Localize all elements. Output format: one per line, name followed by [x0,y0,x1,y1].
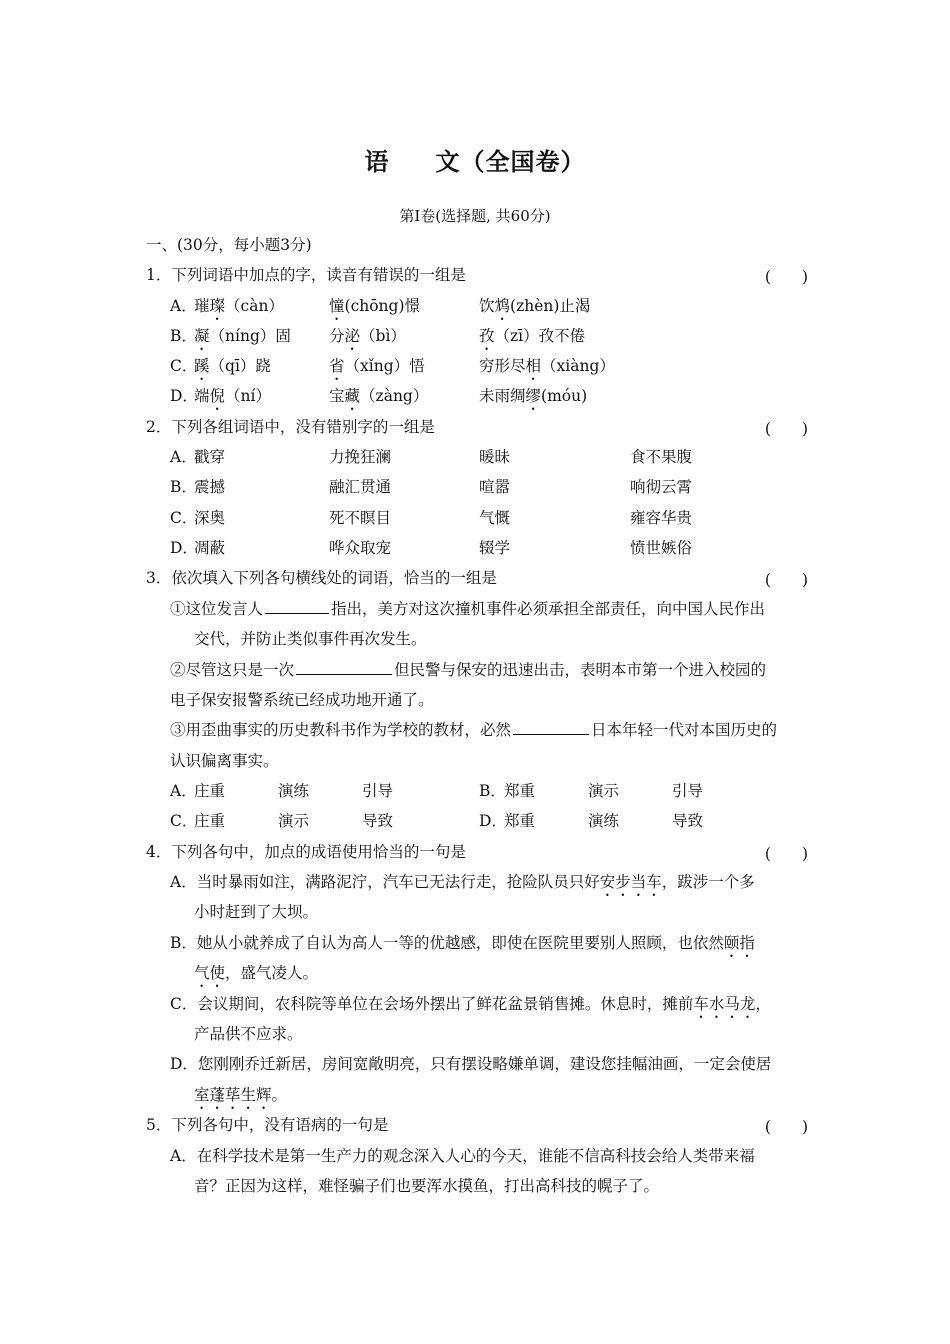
q3-sentence1: ①这位发言人 指出，美方对这次撞机事件必须承担全部责任，向中国人民作出 [170,600,766,618]
q4-option-a-cont: 小时赶到了大坝。 [194,903,319,921]
q1-d-word2: 宝藏（zàng） [329,387,429,405]
q5-answer-paren: ( ) [764,1118,808,1136]
q5-option-a: A．在科学技术是第一生产力的观念深入人心的今天，谁能不信高科技会给人类带来福 [170,1147,755,1165]
q3-sentence2: ②尽管这只是一次 但民警与保安的迅速出击，表明本市第一个进入校园的 [170,661,767,679]
paper-subtitle: 第Ⅰ卷(选择题, 共60分) [399,207,551,225]
q2-c-w4: 雍容华贵 [630,509,693,527]
q5-option-a-cont: 音？正因为这样，难怪骗子们也要浑水摸鱼，打出高科技的幌子了。 [194,1177,660,1195]
q2-c-label: C． [170,509,198,527]
q4-option-b-cont: 气使，盛气凌人。 [194,964,319,982]
title-rest: 文（全国卷） [435,148,586,176]
q1-stem: 1．下列词语中加点的字，读音有错误的一组是 [146,266,466,284]
title-subject: 语 [364,148,390,176]
q3-sentence3: ③用歪曲事实的历史教科书作为学校的教材，必然 日本年轻一代对本国历史的 [170,721,778,739]
q1-d-label: D． [170,387,198,405]
q2-stem: 2．下列各组词语中，没有错别字的一组是 [146,418,435,436]
q1-b-word2: 分泌（bì） [329,327,406,345]
q3-b-w1: 郑重 [504,782,536,800]
q4-option-c: C．会议期间，农科院等单位在会场外摆出了鲜花盆景销售摊。休息时，摊前车水马龙， [170,995,771,1013]
q3-c-label: C． [170,812,198,830]
q1-a-word2: 憧(chōng)憬 [329,297,421,315]
q1-c-word1: 蹊（qī）跷 [194,357,271,375]
q2-d-label: D． [170,539,198,557]
q2-a-w2: 力挽狂澜 [329,448,392,466]
q2-b-label: B． [170,478,197,496]
q2-c-w3: 气慨 [479,509,511,527]
q2-b-w4: 响彻云霄 [630,478,693,496]
q4-answer-paren: ( ) [764,845,808,863]
q2-d-w4: 愤世嫉俗 [630,539,693,557]
q4-option-c-cont: 产品供不应求。 [194,1025,303,1043]
section-heading: 一、(30分，每小题3分) [146,236,312,254]
q1-answer-paren: ( ) [764,268,808,286]
q5-stem: 5．下列各句中，没有语病的一句是 [146,1116,389,1134]
q2-b-w1: 震撼 [194,478,226,496]
q2-a-w4: 食不果腹 [630,448,693,466]
q3-a-w1: 庄重 [194,782,226,800]
q3-d-w3: 导致 [672,812,704,830]
q1-d-word3: 未雨绸缪(móu) [479,387,588,405]
q2-answer-paren: ( ) [764,420,808,438]
q3-c-w3: 导致 [362,812,394,830]
q3-a-label: A． [170,782,197,800]
q2-a-w1: 戳穿 [194,448,226,466]
q3-sentence2-cont: 电子保安报警系统已经成功地开通了。 [170,691,434,709]
q2-d-w2: 哗众取宠 [329,539,392,557]
q3-d-w1: 郑重 [504,812,536,830]
q4-option-a: A．当时暴雨如注，满路泥泞，汽车已无法行走，抢险队员只好安步当车，跋涉一个多 [170,873,755,891]
q3-b-w3: 引导 [672,782,704,800]
q3-c-w2: 演示 [278,812,310,830]
q2-b-w2: 融汇贯通 [329,478,392,496]
q2-a-w3: 暖昧 [479,448,511,466]
q3-answer-paren: ( ) [764,571,808,589]
q3-blank2 [296,660,392,675]
q3-stem: 3．依次填入下列各句横线处的词语，恰当的一组是 [146,569,497,587]
q1-c-word2: 省（xǐng）悟 [329,357,425,375]
q4-option-d-cont: 室蓬荜生辉。 [194,1086,288,1104]
q1-b-word3: 孜（zī）孜不倦 [479,327,586,345]
q3-blank3 [513,720,589,735]
q3-c-w1: 庄重 [194,812,226,830]
q3-blank1 [265,599,329,614]
q3-b-label: B． [479,782,506,800]
q3-b-w2: 演示 [588,782,620,800]
q1-b-word1: 凝（níng）固 [194,327,291,345]
q3-sentence1-cont: 交代，并防止类似事件再次发生。 [194,630,427,648]
q2-d-w1: 凋蔽 [194,539,226,557]
q3-a-w2: 演练 [278,782,310,800]
exam-title [0,142,950,177]
q3-sentence3-cont: 认识偏离事实。 [170,752,279,770]
q4-option-b: B．她从小就养成了自认为高人一等的优越感，即使在医院里要别人照顾，也依然颐指 [170,934,755,952]
q2-d-w3: 辍学 [479,539,511,557]
q1-c-label: C． [170,357,198,375]
q3-d-label: D． [479,812,507,830]
q1-d-word1: 端倪（ní） [194,387,271,405]
q2-a-label: A． [170,448,197,466]
q2-c-w1: 深奥 [194,509,226,527]
q4-stem: 4．下列各句中，加点的成语使用恰当的一句是 [146,843,466,861]
q3-a-w3: 引导 [362,782,394,800]
q3-d-w2: 演练 [588,812,620,830]
q2-b-w3: 喧嚣 [479,478,511,496]
q1-c-word3: 穷形尽相（xiàng） [479,357,615,375]
q1-a-word3: 饮鸩(zhèn)止渴 [479,297,591,315]
q1-a-label: A． [170,297,197,315]
q1-b-label: B． [170,327,197,345]
q4-option-d: D．您刚刚乔迁新居，房间宽敞明亮，只有摆设略嫌单调，建设您挂幅油画，一定会使居 [170,1055,772,1073]
q2-c-w2: 死不瞑目 [329,509,392,527]
q1-a-word1: 璀璨（càn） [194,297,284,315]
